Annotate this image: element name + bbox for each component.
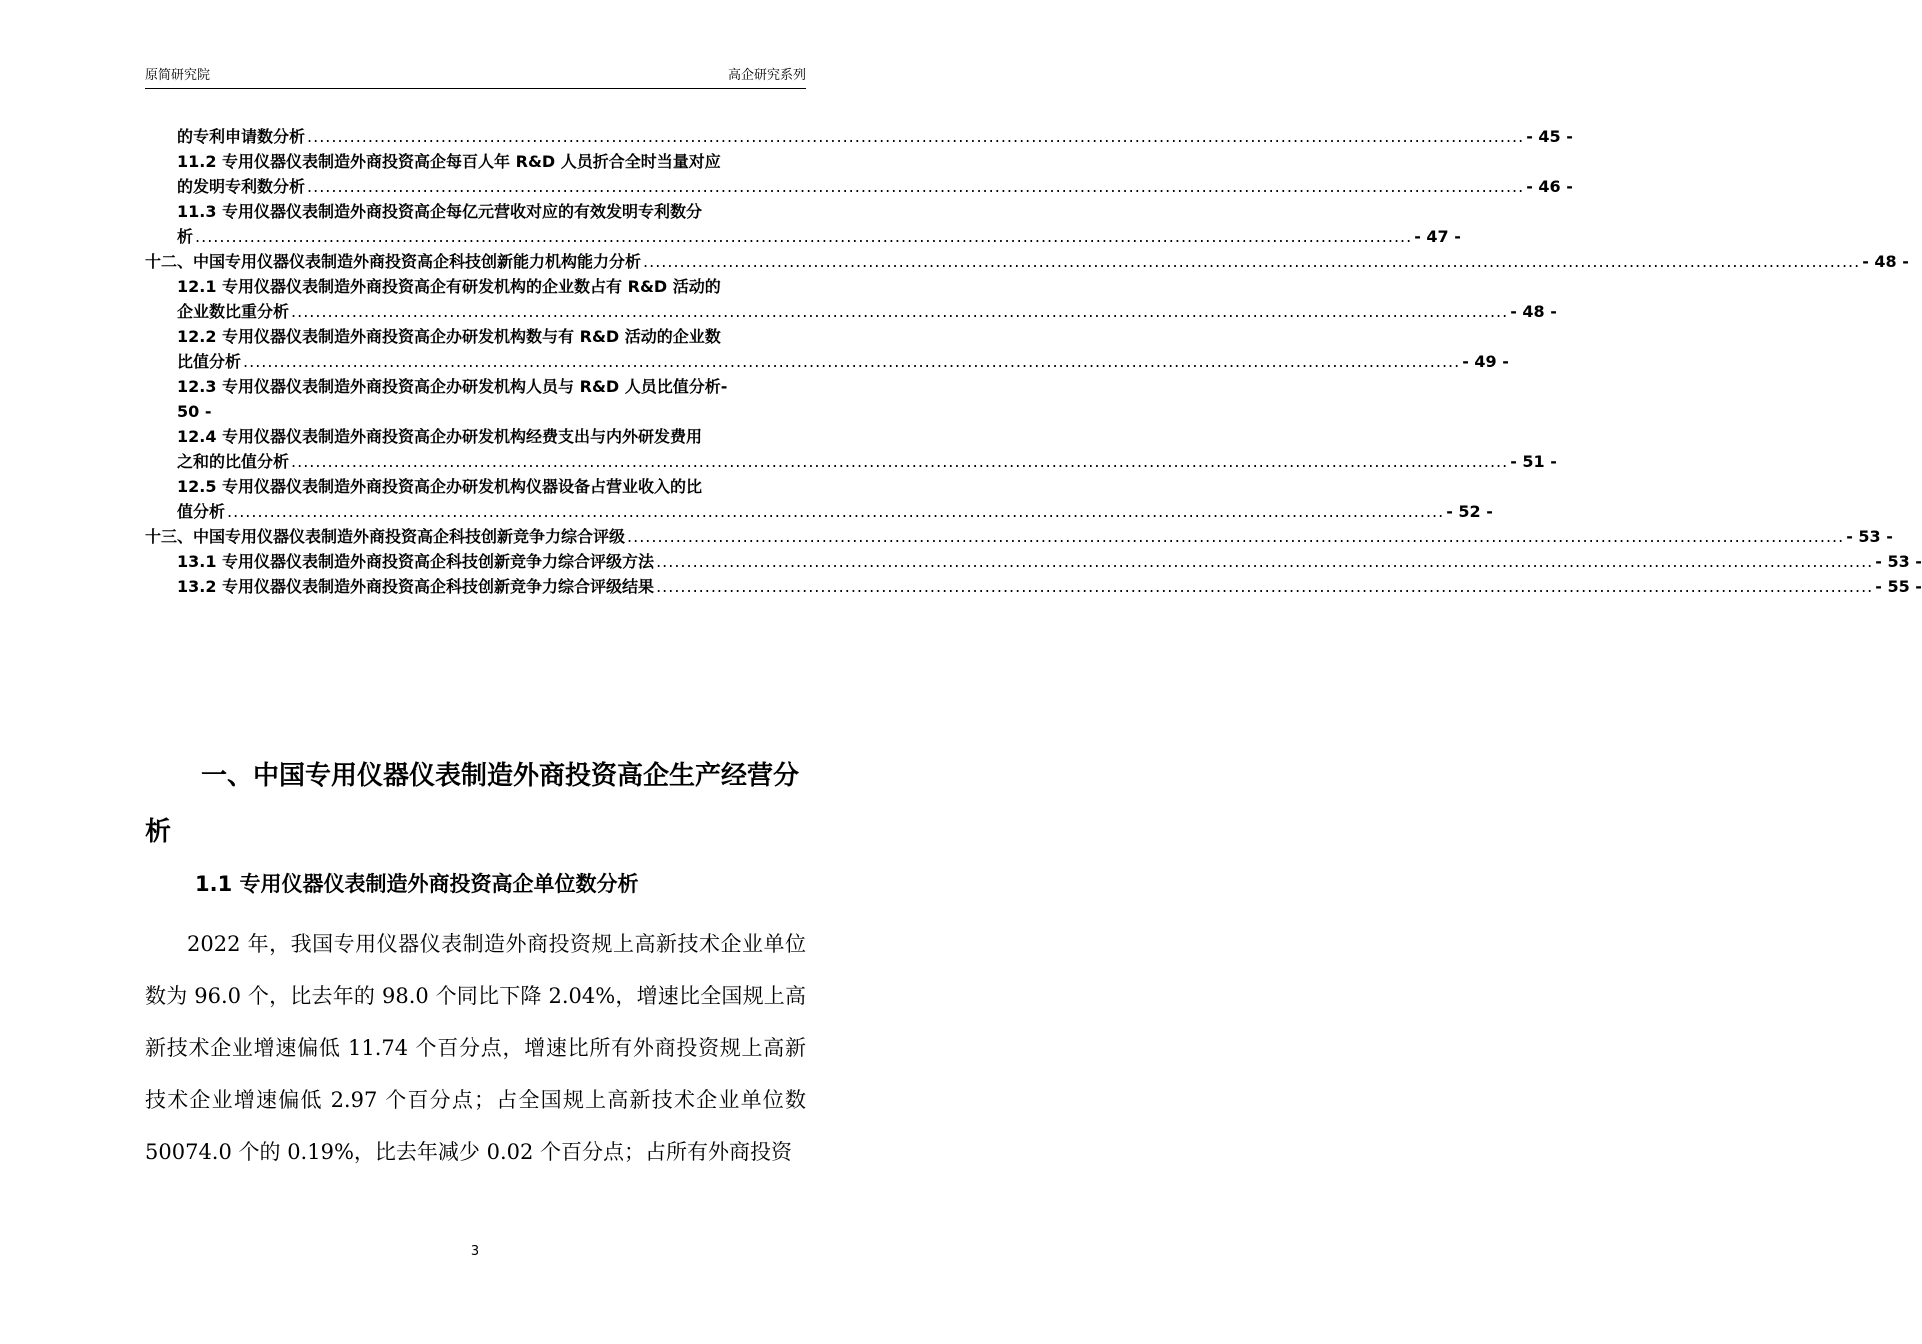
toc-page-number: - 52 - xyxy=(1446,502,1493,521)
toc-page-number: - 53 - xyxy=(1875,552,1922,571)
toc-entry-text: 12.5 专用仪器仪表制造外商投资高企办研发机构仪器设备占营业收入的比 xyxy=(177,477,703,496)
toc-entry[interactable] xyxy=(145,574,1922,599)
toc-line xyxy=(177,174,1573,199)
toc-line xyxy=(177,474,806,499)
toc-entry-text: 12.4 专用仪器仪表制造外商投资高企办研发机构经费支出与内外研发费用 xyxy=(177,427,703,446)
page-number: 3 xyxy=(470,1244,480,1259)
toc-entry[interactable] xyxy=(145,549,1922,574)
toc-line xyxy=(177,349,1509,374)
toc-leader-dots: ........................................................................................................................................................................................................ xyxy=(656,577,1874,596)
toc-line xyxy=(177,374,806,399)
toc-leader-dots: ........................................................................................................................................................................................................ xyxy=(291,452,1509,471)
header-org: 原简研究院 xyxy=(145,68,211,83)
toc-entry-text: 十二、中国专用仪器仪表制造外商投资高企科技创新能力机构能力分析 xyxy=(145,252,642,271)
page-header xyxy=(145,66,806,89)
toc-entry-text: 50 - xyxy=(177,402,212,421)
toc-leader-dots: ........................................................................................................................................................................................................ xyxy=(656,552,1874,571)
toc-line xyxy=(177,149,806,174)
toc-entry-text: 11.2 专用仪器仪表制造外商投资高企每百人年 R&D 人员折合全时当量对应 xyxy=(177,152,721,171)
toc-entry[interactable] xyxy=(145,199,1461,249)
toc-entry[interactable] xyxy=(145,374,806,424)
body-paragraph: 2022 年，我国专用仪器仪表制造外商投资规上高新技术企业单位数为 96.0 个，比去年的 98.0 个同比下降 2.04%，增速比全国规上高新技术企业增速偏低 11.74 个百分点，增速比所有外商投资规上高新技术企业增速偏低 2.97 个百分点；占全国规上高新技术企业单位数 50074.0 个的 0.19%，比去年减少 0.02 个百分点；占所有外商投资 xyxy=(145,932,806,1164)
toc-line xyxy=(177,399,806,424)
toc-entry-text: 的专利申请数分析 xyxy=(177,127,306,146)
toc-entry[interactable] xyxy=(145,324,1509,374)
toc-entry[interactable] xyxy=(145,424,1557,474)
toc-page-number: - 45 - xyxy=(1526,127,1573,146)
toc-page-number: - 53 - xyxy=(1846,527,1893,546)
toc-entry-text: 的发明专利数分析 xyxy=(177,177,306,196)
toc-line xyxy=(177,449,1557,474)
toc-leader-dots: ........................................................................................................................................................................................................ xyxy=(627,527,1845,546)
toc-line xyxy=(177,549,1922,574)
toc-entry[interactable] xyxy=(145,474,1493,524)
toc-entry-text: 12.1 专用仪器仪表制造外商投资高企有研发机构的企业数占有 R&D 活动的 xyxy=(177,277,721,296)
section-heading: 一、中国专用仪器仪表制造外商投资高企生产经营分析 xyxy=(145,761,800,847)
toc-entry[interactable] xyxy=(145,249,1909,274)
toc-entry[interactable] xyxy=(145,274,1557,324)
toc-line xyxy=(177,574,1922,599)
toc-entry-text: 值分析 xyxy=(177,502,226,521)
toc-entry-text: 11.3 专用仪器仪表制造外商投资高企每亿元营收对应的有效发明专利数分 xyxy=(177,202,703,221)
toc-entry-text: 析 xyxy=(177,227,194,246)
toc-page-number: - 48 - xyxy=(1510,302,1557,321)
toc-leader-dots: ........................................................................................................................................................................................................ xyxy=(195,227,1413,246)
toc-line xyxy=(145,249,1909,274)
toc-entry-text: 13.2 专用仪器仪表制造外商投资高企科技创新竞争力综合评级结果 xyxy=(177,577,655,596)
toc-line xyxy=(177,224,1461,249)
toc-leader-dots: ........................................................................................................................................................................................................ xyxy=(307,177,1525,196)
toc-leader-dots: ........................................................................................................................................................................................................ xyxy=(227,502,1445,521)
toc-line xyxy=(145,524,1893,549)
header-series: 高企研究系列 xyxy=(727,68,806,83)
toc-leader-dots: ........................................................................................................................................................................................................ xyxy=(243,352,1461,371)
toc-page-number: - 48 - xyxy=(1862,252,1909,271)
toc-entry-text: 十三、中国专用仪器仪表制造外商投资高企科技创新竞争力综合评级 xyxy=(145,527,626,546)
toc-entry[interactable] xyxy=(145,524,1893,549)
toc-line xyxy=(177,324,806,349)
toc-entry-text: 12.2 专用仪器仪表制造外商投资高企办研发机构数与有 R&D 活动的企业数 xyxy=(177,327,721,346)
toc-entry-text: 之和的比值分析 xyxy=(177,452,290,471)
toc-page-number: - 55 - xyxy=(1875,577,1922,596)
toc-entry-text: 企业数比重分析 xyxy=(177,302,290,321)
toc-line xyxy=(177,124,1573,149)
toc-entry-text: 12.3 专用仪器仪表制造外商投资高企办研发机构人员与 R&D 人员比值分析- xyxy=(177,377,728,396)
toc-leader-dots: ........................................................................................................................................................................................................ xyxy=(291,302,1509,321)
toc-leader-dots: ........................................................................................................................................................................................................ xyxy=(307,127,1525,146)
toc-entry-text: 13.1 专用仪器仪表制造外商投资高企科技创新竞争力综合评级方法 xyxy=(177,552,655,571)
table-of-contents xyxy=(145,124,1922,599)
toc-line xyxy=(177,424,806,449)
toc-line xyxy=(177,499,1493,524)
toc-page-number: - 47 - xyxy=(1414,227,1461,246)
toc-entry[interactable] xyxy=(145,124,1573,149)
toc-line xyxy=(177,199,806,224)
toc-line xyxy=(177,274,806,299)
toc-page-number: - 46 - xyxy=(1526,177,1573,196)
toc-leader-dots: ........................................................................................................................................................................................................ xyxy=(643,252,1861,271)
subsection-heading: 1.1 专用仪器仪表制造外商投资高企单位数分析 xyxy=(195,872,639,896)
toc-page-number: - 51 - xyxy=(1510,452,1557,471)
toc-entry[interactable] xyxy=(145,149,1573,199)
toc-entry-text: 比值分析 xyxy=(177,352,242,371)
toc-line xyxy=(177,299,1557,324)
toc-page-number: - 49 - xyxy=(1462,352,1509,371)
